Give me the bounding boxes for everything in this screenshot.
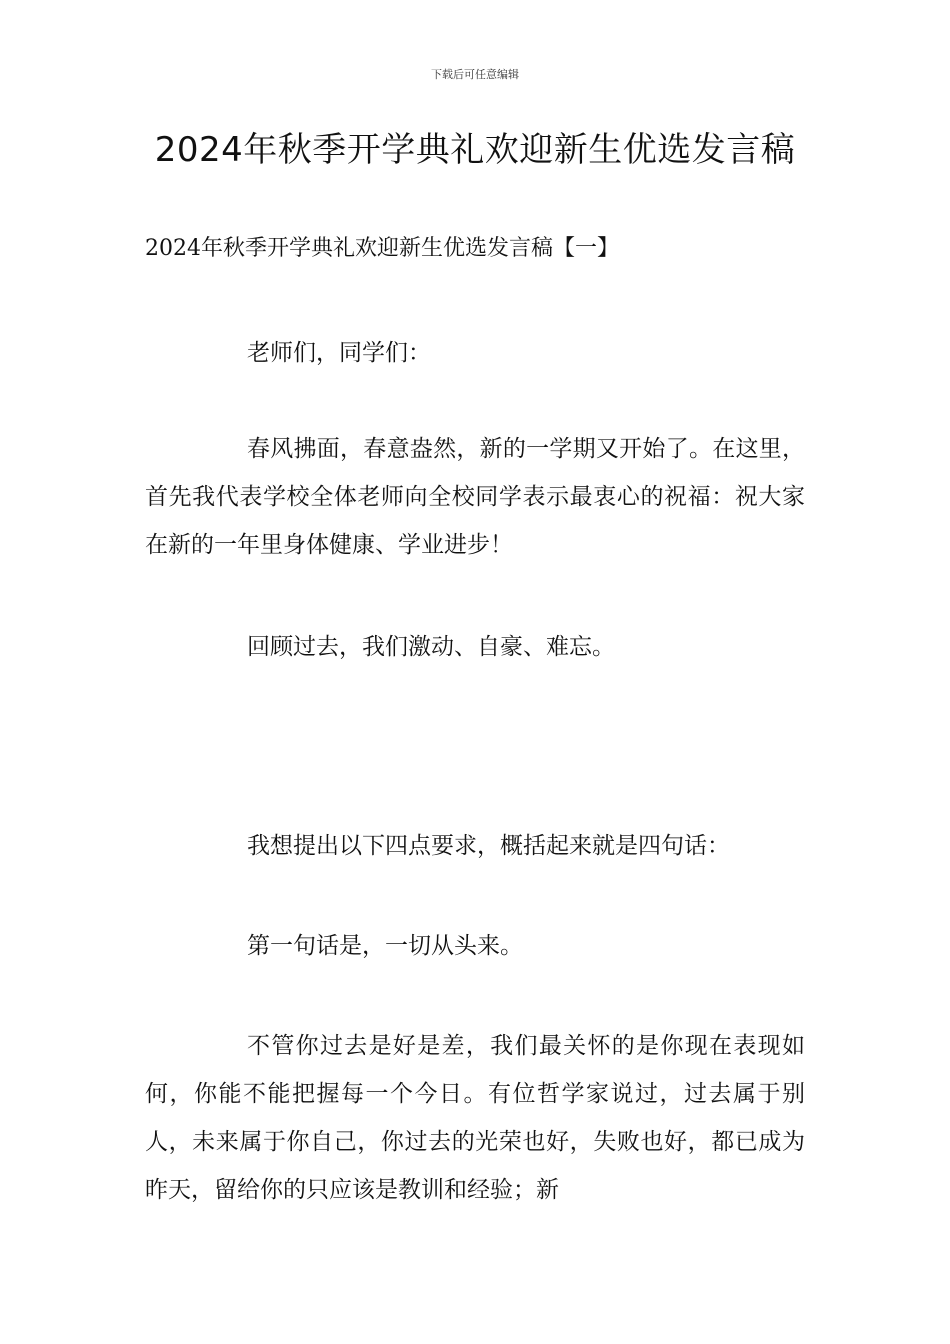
- paragraph-first-point: 第一句话是，一切从头来。: [247, 933, 523, 959]
- paragraph-opening: 春风拂面，春意盎然，新的一学期又开始了。在这里，首先我代表学校全体老师向全校同学表示最衷心的祝福：祝大家在新的一年里身体健康、学业进步！: [145, 436, 805, 558]
- document-title: 2024年秋季开学典礼欢迎新生优选发言稿: [154, 130, 796, 170]
- paragraph-first-point-body: 不管你过去是好是差，我们最关怀的是你现在表现如何，你能不能把握每一个今日。有位哲学家说过，过去属于别人，未来属于你自己，你过去的光荣也好，失败也好，都已成为昨天，留给你的只应该是教训和经验；新: [145, 1033, 805, 1203]
- document-subtitle: 2024年秋季开学典礼欢迎新生优选发言稿【一】: [145, 236, 619, 261]
- paragraph-review: 回顾过去，我们激动、自豪、难忘。: [247, 634, 615, 660]
- paragraph-requirements: 我想提出以下四点要求，概括起来就是四句话：: [247, 833, 730, 859]
- paragraph-greeting: 老师们，同学们：: [247, 340, 431, 366]
- header-note: 下载后可任意编辑: [431, 68, 519, 81]
